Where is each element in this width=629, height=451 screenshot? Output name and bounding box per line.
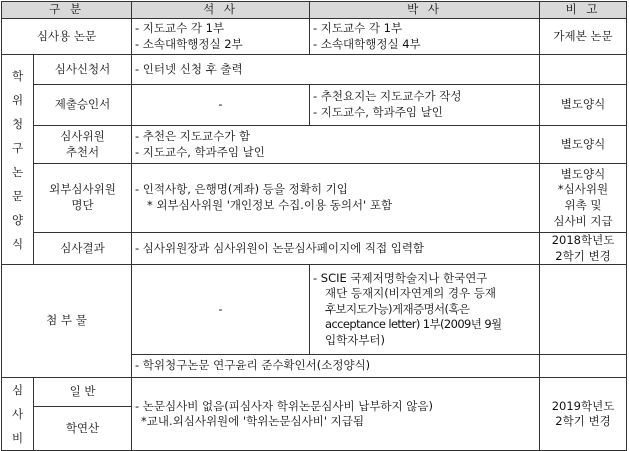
review-fee-remarks: 2019학년도 2학기 변경 (540, 378, 627, 451)
external-reviewers-row (2, 164, 627, 233)
attachments-row (2, 265, 627, 355)
attachments-doctoral: - SCIE 국제저명학술지나 한국연구 재단 등재지(비자연계의 경우 등재 후보지도가능)게재증명서(혹은 acceptance letter) 1부(2009년 9월 입학자부터) (310, 265, 540, 355)
header-remarks: 비 고 (540, 2, 627, 19)
review-fee-industry-label: 학연산 (34, 407, 132, 451)
approval-form-row (2, 85, 627, 126)
attachments-remarks (540, 265, 627, 355)
research-ethics-content: - 학위청구논문 연구윤리 준수확인서(소정양식) (132, 355, 540, 378)
application-form-content: - 인터넷 신청 후 출력 (132, 55, 540, 85)
review-fee-group-label: 심 사 비 (2, 378, 34, 451)
external-reviewers-label: 외부심사위원 명단 (34, 164, 132, 233)
external-reviewers-content: - 인적사항, 은행명(계좌) 등을 정확히 기입 * 외부심사위원 '개인정보 수집.이용 동의서' 포함 (132, 164, 540, 233)
attachments-masters: - (132, 265, 310, 355)
review-thesis-remarks: 가제본 논문 (540, 19, 627, 55)
approval-form-masters: - (132, 85, 310, 126)
application-form-remarks (540, 55, 627, 85)
attachments-label: 첨 부 물 (2, 265, 132, 378)
external-reviewers-remarks: 별도양식 *심사위원 위촉 및 심사비 지급 (540, 164, 627, 233)
review-thesis-doctoral: - 지도교수 각 1부 - 소속대학행정실 4부 (310, 19, 540, 55)
application-form-label: 심사신청서 (34, 55, 132, 85)
review-thesis-label: 심사용 논문 (2, 19, 132, 55)
degree-request-docs-group-label: 학 위 청 구 논 문 양 식 (2, 55, 34, 265)
approval-form-label: 제출승인서 (34, 85, 132, 126)
review-result-row (2, 233, 627, 265)
recommendation-form-content: - 추천은 지도교수가 함 - 지도교수, 학과주임 날인 (132, 126, 540, 164)
application-form-row (2, 55, 627, 85)
header-masters: 석 사 (132, 2, 310, 19)
approval-form-doctoral: - 추천요지는 지도교수가 작성 - 지도교수, 학과주임 날인 (310, 85, 540, 126)
research-ethics-remarks (540, 355, 627, 378)
header-row (2, 2, 627, 19)
review-fee-general-row (2, 378, 627, 407)
thesis-submission-table (1, 1, 627, 451)
review-thesis-row (2, 19, 627, 55)
review-fee-general-label: 일 반 (34, 378, 132, 407)
recommendation-form-label: 심사위원 추천서 (34, 126, 132, 164)
header-doctoral: 박 사 (310, 2, 540, 19)
review-fee-content: - 논문심사비 없음(피심사자 학위논문심사비 납부하지 않음) *교내.외심사위원에 '학위논문심사비' 지급됨 (132, 378, 540, 451)
header-category: 구 분 (2, 2, 132, 19)
recommendation-form-row (2, 126, 627, 164)
review-result-remarks: 2018학년도 2학기 변경 (540, 233, 627, 265)
review-thesis-masters: - 지도교수 각 1부 - 소속대학행정실 2부 (132, 19, 310, 55)
approval-form-remarks: 별도양식 (540, 85, 627, 126)
review-result-content: - 심사위원장과 심사위원이 논문심사페이지에 직접 입력함 (132, 233, 540, 265)
review-result-label: 심사결과 (34, 233, 132, 265)
recommendation-form-remarks: 별도양식 (540, 126, 627, 164)
